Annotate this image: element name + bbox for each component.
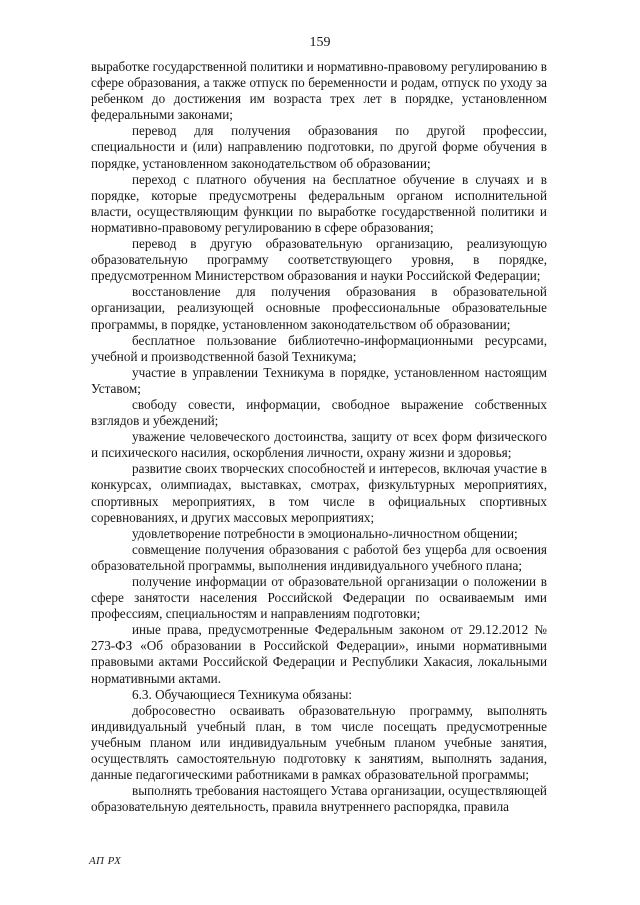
page-number: 159 xyxy=(309,35,331,50)
paragraph: выполнять требования настоящего Устава организации, осуществляющей образовательную деятельность, правила внутреннего распорядка, правила xyxy=(91,783,547,815)
paragraph: перевод для получения образования по другой профессии, специальности и (или) направлению подготовки, по другой форме обучения в порядке, установленном законодательством об образовании; xyxy=(91,123,547,171)
footer-mark: АП РХ xyxy=(89,855,122,867)
paragraph: свободу совести, информации, свободное выражение собственных взглядов и убеждений; xyxy=(91,396,547,429)
paragraph: восстановление для получения образования в образовательной организации, реализующей основные профессиональные образовательные программы, в порядке, установленном законодательством об образовании; xyxy=(91,284,547,332)
paragraph: перевод в другую образовательную организацию, реализующую образовательную программу соответствующего уровня, в порядке, предусмотренном Министерством образования и науки Российской Федерации; xyxy=(91,236,547,284)
paragraph: переход с платного обучения на бесплатное обучение в случаях и в порядке, которые предусмотрены федеральным органом исполнительной власти, осуществляющим функции по выработке государственной политики и нормативно-правовому регулированию в сфере образования; xyxy=(91,171,547,235)
section-heading: 6.3. Обучающиеся Техникума обязаны: xyxy=(132,686,353,702)
paragraph: участие в управлении Техникума в порядке, установленном настоящим Уставом; xyxy=(91,364,547,396)
paragraph: развитие своих творческих способностей и интересов, включая участие в конкурсах, олимпиадах, выставках, смотрах, физкультурных мероприятиях, спортивных мероприятиях, в том числе в официальных спортивных соревнованиях, и других массовых мероприятиях; xyxy=(91,461,547,525)
paragraph: удовлетворение потребности в эмоционально-личностном общении; xyxy=(132,525,518,541)
paragraph: уважение человеческого достоинства, защиту от всех форм физического и психического насилия, оскорбления личности, охрану жизни и здоровья; xyxy=(91,429,547,461)
paragraph: бесплатное пользование библиотечно-информационными ресурсами, учебной и производственной базой Техникума; xyxy=(91,332,547,364)
paragraph: иные права, предусмотренные Федеральным законом от 29.12.2012 № 273-ФЗ «Об образовании в Российской Федерации», иными нормативными правовыми актами Российской Федерации и Республики Хакасия, локальными нормативными актами. xyxy=(91,622,547,686)
paragraph: совмещение получения образования с работой без ущерба для освоения образовательной программы, выполнения индивидуального учебного плана; xyxy=(91,541,547,573)
paragraph: выработке государственной политики и нормативно-правовому регулированию в сфере образования, а также отпуск по беременности и родам, отпуск по уходу за ребенком до достижения им возраста трех лет в порядке, установленном федеральными законами; xyxy=(91,59,547,123)
paragraph: добросовестно осваивать образовательную программу, выполнять индивидуальный учебный план, в том числе посещать предусмотренные учебным планом или индивидуальным учебным планом учебные занятия, осуществлять самостоятельную подготовку к занятиям, выполнять задания, данные педагогическими работниками в рамках образовательной программы; xyxy=(91,702,547,783)
paragraph: получение информации от образовательной организации о положении в сфере занятости населения Российской Федерации по осваиваемым ими профессиям, специальностям и направлениям подготовки; xyxy=(91,574,547,622)
document-body xyxy=(91,59,547,815)
